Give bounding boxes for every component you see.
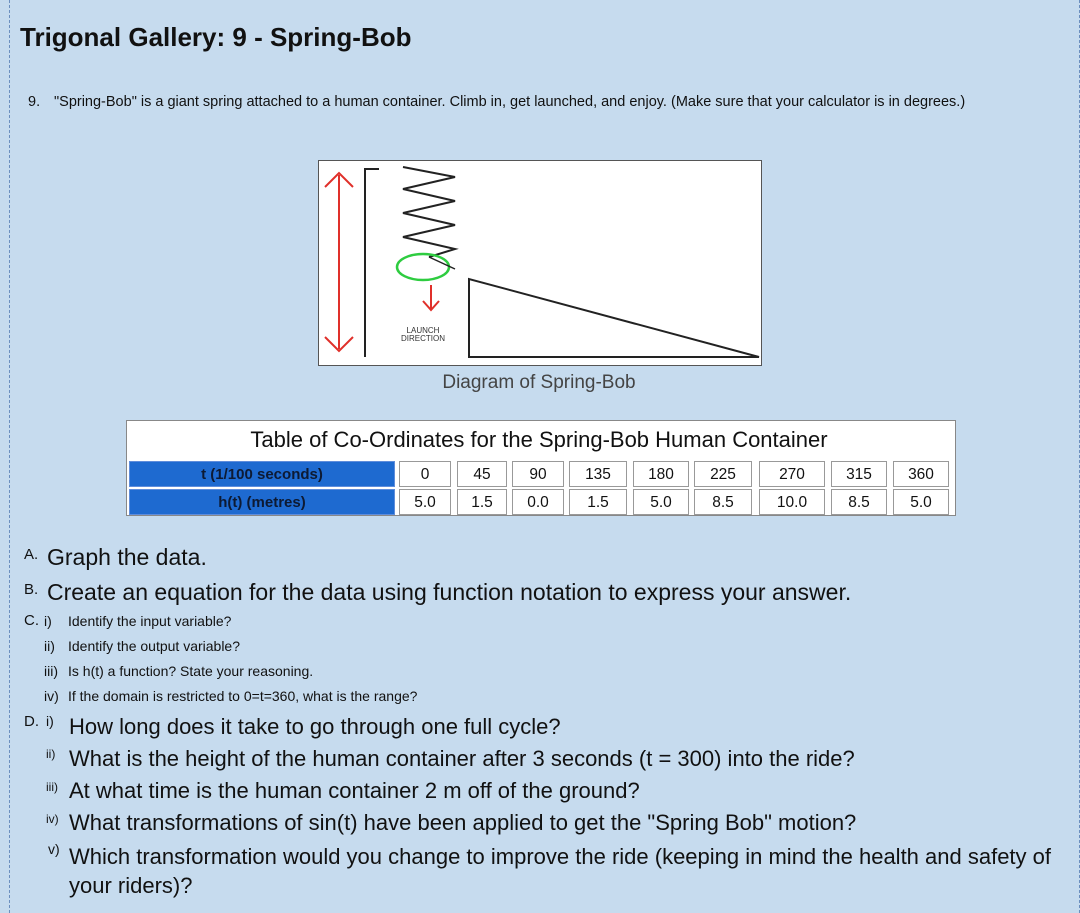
question-letter: C. [24,612,39,629]
h-cell: 1.5 [457,489,507,515]
item-number: iv) [46,812,59,826]
item-text: Identify the input variable? [68,613,232,629]
t-cell: 270 [759,461,825,487]
h-cell: 10.0 [759,489,825,515]
diagram-drawing [319,161,761,365]
question-text: Graph the data. [47,544,207,570]
problem-text: "Spring-Bob" is a giant spring attached to a human container. Climb in, get launched, and enjoy. (Make sure that your calculator is in degrees.) [54,94,966,110]
item-text: Which transformation would you change to improve the ride (keeping in mind the health and safety of your riders)? [69,844,1051,898]
item-number: iv) [44,688,59,704]
item-text: At what time is the human container 2 m off of the ground? [69,778,640,803]
h-cell: 1.5 [569,489,627,515]
page-title: Trigonal Gallery: 9 - Spring-Bob [20,22,412,52]
t-cell: 90 [512,461,564,487]
item-text: What transformations of sin(t) have been applied to get the "Spring Bob" motion? [69,810,857,835]
item-text: Identify the output variable? [68,638,241,654]
table-caption: Table of Co-Ordinates for the Spring-Bob Human Container [250,427,828,452]
coordinates-table [126,420,956,516]
item-number: iii) [46,780,58,794]
item-number: v) [48,841,60,857]
item-number: i) [46,713,54,729]
problem-number: 9. [28,94,41,110]
item-text: Is h(t) a function? State your reasoning. [68,663,314,679]
diagram-caption: Diagram of Spring-Bob [442,372,636,393]
t-cell: 0 [399,461,451,487]
question-letter: A. [24,546,39,563]
launch-label-line1: LAUNCH [406,326,440,335]
t-cell: 360 [893,461,949,487]
question-letter: D. [24,713,39,730]
item-text: What is the height of the human container after 3 seconds (t = 300) into the ride? [69,746,855,771]
item-number: ii) [46,747,56,761]
item-number: ii) [44,638,55,654]
h-cell: 8.5 [831,489,887,515]
launch-arrow [423,285,439,310]
t-cell: 225 [694,461,752,487]
item-text: How long does it take to go through one full cycle? [69,714,561,739]
question-text: Create an equation for the data using function notation to express your answer. [47,579,852,605]
t-cell: 135 [569,461,627,487]
h-cell: 5.0 [633,489,689,515]
t-cell: 315 [831,461,887,487]
t-cell: 180 [633,461,689,487]
h-cell: 0.0 [512,489,564,515]
t-cell: 45 [457,461,507,487]
h-cell: 8.5 [694,489,752,515]
h-cell: 5.0 [399,489,451,515]
ramp [469,279,759,357]
problem-intro [28,90,1058,114]
t-header: t (1/100 seconds) [129,461,395,487]
spring-bob-diagram [318,160,762,366]
h-cell: 5.0 [893,489,949,515]
launch-label-line2: DIRECTION [401,334,445,343]
height-arrow [325,173,353,351]
item-number: i) [44,613,52,629]
spring [403,167,455,257]
item-text: If the domain is restricted to 0=t=360, what is the range? [68,688,418,704]
h-header: h(t) (metres) [129,489,395,515]
question-letter: B. [24,581,39,598]
human-container [397,254,449,280]
item-number: iii) [44,663,58,679]
tower-wall [365,169,379,357]
